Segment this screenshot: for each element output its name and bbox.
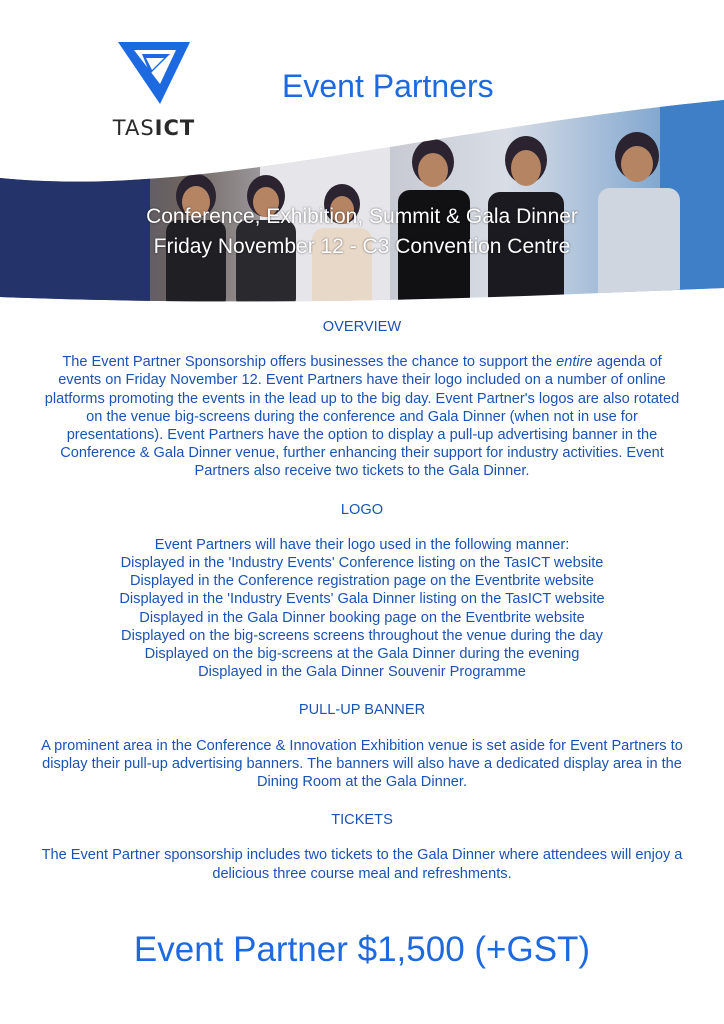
overview-heading: OVERVIEW (322, 319, 402, 335)
list-item: Displayed in the Gala Dinner Souvenir Programme (198, 664, 526, 681)
list-item: Event Partners will have their logo used in the following manner: (154, 536, 570, 553)
logo-wordmark: TASICT (112, 116, 196, 140)
list-item: Displayed in the Gala Dinner booking page on the Eventbrite website (139, 609, 585, 626)
overview-paragraph: The Event Partner Sponsorship offers businesses the chance to support the entire agenda of events on Friday November 12. Event Partners have their logo included on a number of online platforms promoting the events in the lead up to the big day. Event Partner's logos are also rotated on the venue big-screens during the conference and Gala Dinner (when not in use for presentations). Event Partners have the option to display a pull-up advertising banner in the Conference & Gala Dinner venue, further enhancing their support for industry activities. Event Partners also receive two tickets to the Gala Dinner. (44, 354, 680, 480)
logo-heading: LOGO (340, 501, 384, 518)
list-item: Displayed in the Conference registration page on the Eventbrite website (129, 573, 595, 590)
content (40, 316, 684, 901)
banner-caption-date-venue: Friday November 12 - C3 Convention Centre (153, 235, 571, 258)
list-item: Displayed in the 'Industry Events' Gala Dinner listing on the TasICT website (119, 591, 605, 608)
price-heading: Event Partner $1,500 (+GST) (133, 930, 591, 969)
pullup-banner-heading: PULL-UP BANNER (298, 702, 426, 719)
tasict-triangle-logo-icon (116, 40, 192, 106)
list-item: Displayed on the big-screens at the Gala Dinner during the evening (144, 646, 580, 663)
logo-usage-list (40, 536, 684, 682)
list-item: Displayed in the 'Industry Events' Conference listing on the TasICT website (120, 555, 604, 572)
pullup-banner-paragraph: A prominent area in the Conference & Innovation Exhibition venue is set aside for Event Partners to display their pull-up advertising banners. The banners will also have a dedicated display area in the Dining Room at the Gala Dinner. (41, 737, 683, 791)
page-title: Event Partners (282, 68, 494, 104)
tickets-heading: TICKETS (331, 812, 393, 829)
tickets-paragraph: The Event Partner sponsorship includes two tickets to the Gala Dinner where attendees will enjoy a delicious three course meal and refreshments. (41, 847, 683, 882)
banner-caption-event: Conference, Exhibition, Summit & Gala Dinner (146, 205, 578, 228)
list-item: Displayed on the big-screens screens throughout the venue during the day (121, 627, 603, 644)
